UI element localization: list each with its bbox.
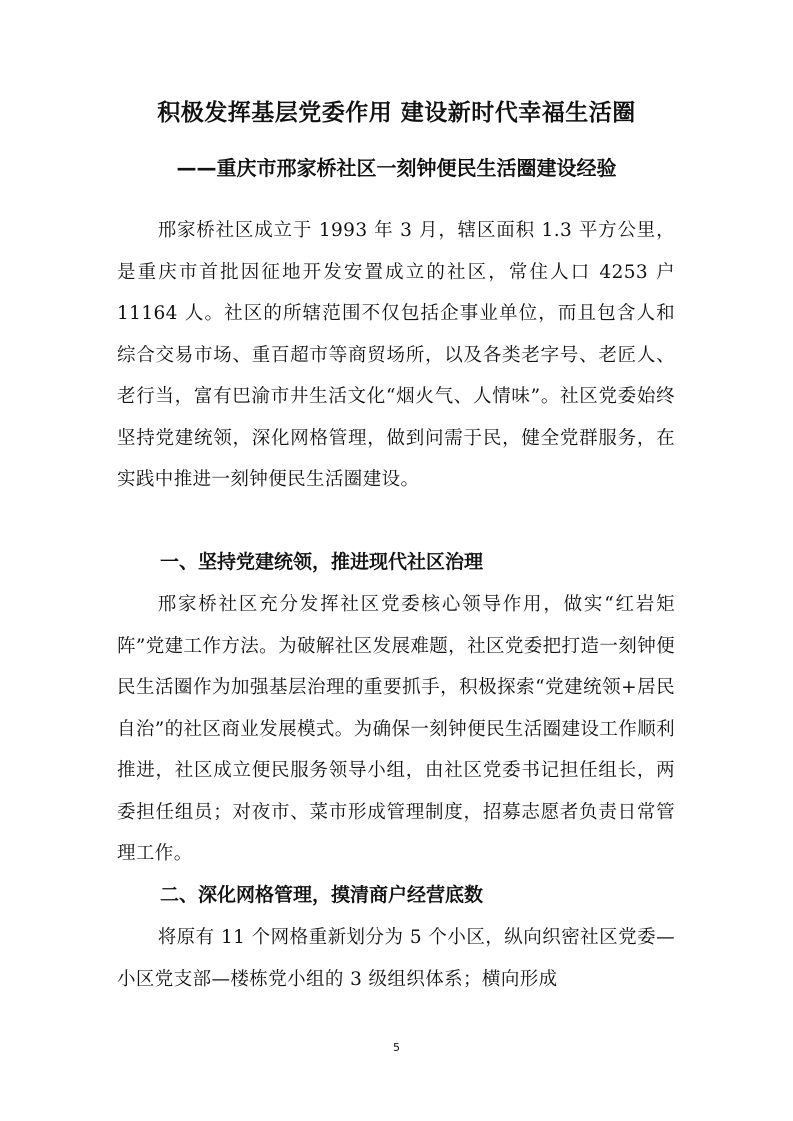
document-subtitle: ——重庆市邢家桥社区一刻钟便民生活圈建设经验 [176, 156, 617, 180]
body-paragraph-section-1: 邢家桥社区充分发挥社区党委核心领导作用，做实“红岩矩阵”党建工作方法。为破解社区发展难题，社区党委把打造一刻钟便民生活圈作为加强基层治理的重要抓手，积极探索“党建统领+居民自治”的社区商业发展模式。为确保一刻钟便民生活圈建设工作顺利推进，社区成立便民服务领导小组，由社区党委书记担任组长，两委担任组员；对夜市、菜市形成管理制度，招募志愿者负责日常管理工作。 [117, 594, 675, 864]
page-number: 5 [393, 1041, 400, 1054]
section-heading-1: 一、坚持党建统领，推进现代社区治理 [160, 551, 484, 573]
document-title: 积极发挥基层党委作用 建设新时代幸福生活圈 [157, 99, 636, 126]
body-paragraph-intro: 邢家桥社区成立于 1993 年 3 月，辖区面积 1.3 平方公里，是重庆市首批因征地开发安置成立的社区，常住人口 4253 户 11164 人。社区的所辖范围不仅包括企事业单位，而且包含人和综合交易市场、重百超市等商贸场所，以及各类老字号、老匠人、老行当，富有巴渝市井生活文化“烟火气、人情味”。社区党委始终坚持党建统领，深化网格管理，做到问需于民，健全党群服务，在实践中推进一刻钟便民生活圈建设。 [117, 220, 675, 490]
section-heading-2: 二、深化网格管理，摸清商户经营底数 [160, 884, 484, 906]
body-paragraph-section-2: 将原有 11 个网格重新划分为 5 个小区，纵向织密社区党委—小区党支部—楼栋党小组的 3 级组织体系；横向形成 [117, 927, 675, 990]
